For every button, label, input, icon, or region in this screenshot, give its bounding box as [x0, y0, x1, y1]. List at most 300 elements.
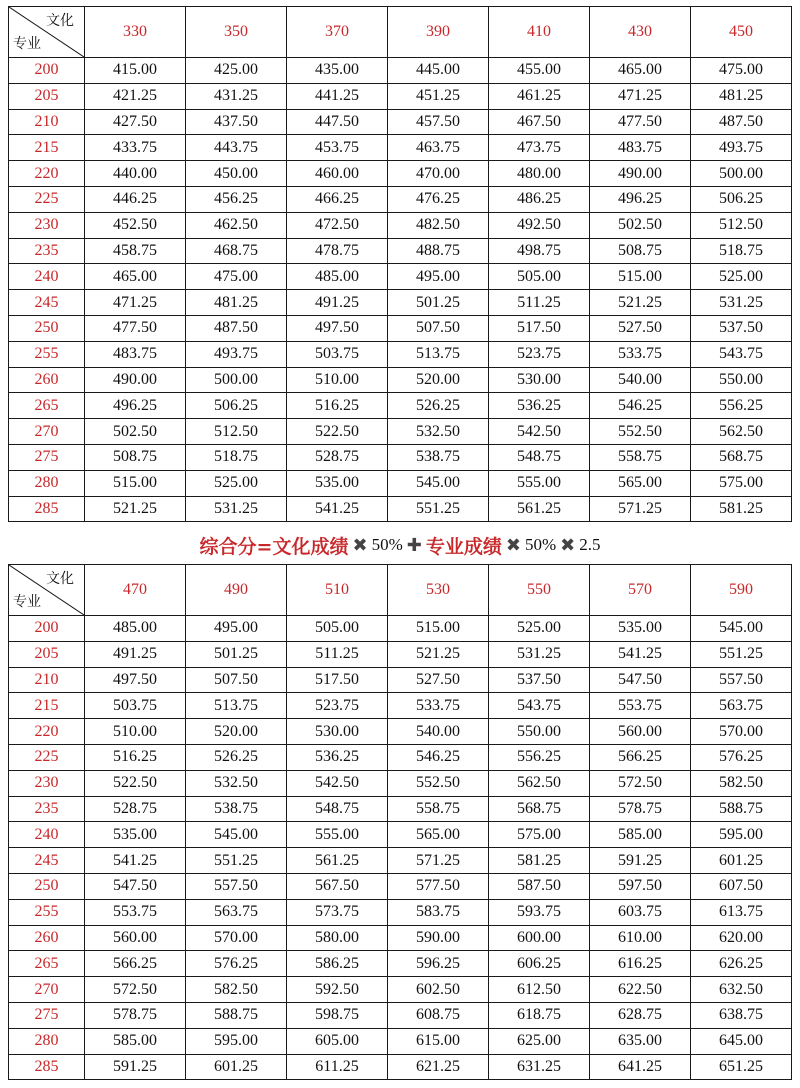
row-header: 270 — [9, 977, 85, 1003]
major-score-axis-label: 专业 — [13, 36, 41, 52]
table-cell: 533.75 — [590, 341, 691, 367]
table-row — [9, 315, 792, 341]
table-cell: 565.00 — [590, 470, 691, 496]
table-cell: 586.25 — [287, 951, 388, 977]
table-cell: 517.50 — [287, 667, 388, 693]
table-cell: 541.25 — [287, 496, 388, 522]
table-cell: 566.25 — [590, 744, 691, 770]
table-cell: 570.00 — [691, 719, 792, 745]
table-cell: 542.50 — [287, 770, 388, 796]
table-cell: 433.75 — [85, 135, 186, 161]
table-row — [9, 848, 792, 874]
table-cell: 443.75 — [186, 135, 287, 161]
table-cell: 590.00 — [388, 925, 489, 951]
table-cell: 501.25 — [186, 641, 287, 667]
table-cell: 511.25 — [287, 641, 388, 667]
table-cell: 435.00 — [287, 58, 388, 84]
table-row — [9, 135, 792, 161]
table-cell: 478.75 — [287, 238, 388, 264]
table-cell: 475.00 — [186, 264, 287, 290]
table-row — [9, 873, 792, 899]
table-cell: 545.00 — [186, 822, 287, 848]
table-cell: 578.75 — [590, 796, 691, 822]
table-cell: 530.00 — [489, 367, 590, 393]
row-header: 280 — [9, 470, 85, 496]
table-cell: 557.50 — [691, 667, 792, 693]
table-cell: 568.75 — [489, 796, 590, 822]
table-cell: 620.00 — [691, 925, 792, 951]
table-cell: 490.00 — [85, 367, 186, 393]
table-cell: 521.25 — [388, 641, 489, 667]
table-row — [9, 419, 792, 445]
table-cell: 548.75 — [489, 444, 590, 470]
table-cell: 562.50 — [691, 419, 792, 445]
table-cell: 598.75 — [287, 1002, 388, 1028]
row-header: 280 — [9, 1028, 85, 1054]
table-row — [9, 83, 792, 109]
table-cell: 487.50 — [186, 315, 287, 341]
table-cell: 523.75 — [287, 693, 388, 719]
table-cell: 543.75 — [489, 693, 590, 719]
row-header: 215 — [9, 693, 85, 719]
table-cell: 568.75 — [691, 444, 792, 470]
table-row — [9, 770, 792, 796]
header-row — [9, 7, 792, 58]
table-cell: 546.25 — [388, 744, 489, 770]
table-cell: 531.25 — [691, 290, 792, 316]
table-row — [9, 264, 792, 290]
table-cell: 608.75 — [388, 1002, 489, 1028]
table-cell: 616.25 — [590, 951, 691, 977]
plus-icon: ✚ — [406, 534, 422, 556]
table-cell: 550.00 — [489, 719, 590, 745]
table-cell: 468.75 — [186, 238, 287, 264]
table-cell: 458.75 — [85, 238, 186, 264]
row-header: 220 — [9, 719, 85, 745]
table-cell: 537.50 — [691, 315, 792, 341]
table-cell: 470.00 — [388, 161, 489, 187]
table-cell: 551.25 — [691, 641, 792, 667]
row-header: 260 — [9, 925, 85, 951]
table-row — [9, 238, 792, 264]
table-cell: 595.00 — [186, 1028, 287, 1054]
table-row — [9, 367, 792, 393]
table-cell: 498.75 — [489, 238, 590, 264]
table-cell: 492.50 — [489, 212, 590, 238]
table-row — [9, 925, 792, 951]
table-cell: 606.25 — [489, 951, 590, 977]
row-header: 270 — [9, 419, 85, 445]
table-row — [9, 1054, 792, 1080]
table-cell: 496.25 — [85, 393, 186, 419]
table-cell: 605.00 — [287, 1028, 388, 1054]
table-cell: 581.25 — [691, 496, 792, 522]
table-cell: 596.25 — [388, 951, 489, 977]
table-cell: 536.25 — [489, 393, 590, 419]
table-cell: 585.00 — [590, 822, 691, 848]
row-header: 245 — [9, 290, 85, 316]
table-cell: 515.00 — [590, 264, 691, 290]
table-cell: 561.25 — [287, 848, 388, 874]
table-row — [9, 496, 792, 522]
table-cell: 505.00 — [287, 616, 388, 642]
table-cell: 550.00 — [691, 367, 792, 393]
table-cell: 576.25 — [186, 951, 287, 977]
table-cell: 532.50 — [388, 419, 489, 445]
corner-header-cell — [9, 565, 85, 616]
table-cell: 581.25 — [489, 848, 590, 874]
table-cell: 530.00 — [287, 719, 388, 745]
row-header: 275 — [9, 444, 85, 470]
table-cell: 645.00 — [691, 1028, 792, 1054]
table-row — [9, 667, 792, 693]
table-cell: 565.00 — [388, 822, 489, 848]
table-cell: 518.75 — [691, 238, 792, 264]
table-cell: 516.25 — [85, 744, 186, 770]
table-cell: 538.75 — [388, 444, 489, 470]
table-cell: 463.75 — [388, 135, 489, 161]
row-header: 255 — [9, 899, 85, 925]
table-cell: 540.00 — [590, 367, 691, 393]
row-header: 200 — [9, 58, 85, 84]
table-cell: 585.00 — [85, 1028, 186, 1054]
row-header: 210 — [9, 667, 85, 693]
table-cell: 576.25 — [691, 744, 792, 770]
table-cell: 541.25 — [85, 848, 186, 874]
table-cell: 612.50 — [489, 977, 590, 1003]
table-cell: 553.75 — [85, 899, 186, 925]
table-cell: 500.00 — [186, 367, 287, 393]
table-cell: 425.00 — [186, 58, 287, 84]
table-cell: 453.75 — [287, 135, 388, 161]
table-cell: 601.25 — [186, 1054, 287, 1080]
table-cell: 537.50 — [489, 667, 590, 693]
row-header: 235 — [9, 796, 85, 822]
table-cell: 583.75 — [388, 899, 489, 925]
table-row — [9, 290, 792, 316]
table-row — [9, 822, 792, 848]
times-icon: ✖ — [352, 534, 368, 556]
table-cell: 507.50 — [186, 667, 287, 693]
table-cell: 490.00 — [590, 161, 691, 187]
table-cell: 607.50 — [691, 873, 792, 899]
formula-percent: 50% — [524, 535, 557, 554]
table-cell: 462.50 — [186, 212, 287, 238]
table-cell: 520.00 — [388, 367, 489, 393]
table-row — [9, 393, 792, 419]
score-table-top — [8, 6, 792, 522]
table-cell: 631.25 — [489, 1054, 590, 1080]
table-cell: 456.25 — [186, 186, 287, 212]
table-cell: 447.50 — [287, 109, 388, 135]
table-cell: 542.50 — [489, 419, 590, 445]
table-cell: 503.75 — [287, 341, 388, 367]
table-cell: 597.50 — [590, 873, 691, 899]
table-cell: 471.25 — [85, 290, 186, 316]
table-cell: 593.75 — [489, 899, 590, 925]
table-cell: 486.25 — [489, 186, 590, 212]
table-cell: 517.50 — [489, 315, 590, 341]
table-cell: 495.00 — [388, 264, 489, 290]
table-cell: 507.50 — [388, 315, 489, 341]
row-header: 220 — [9, 161, 85, 187]
major-score-axis-label: 专业 — [13, 594, 41, 610]
table-cell: 591.25 — [85, 1054, 186, 1080]
table-cell: 528.75 — [287, 444, 388, 470]
table-cell: 580.00 — [287, 925, 388, 951]
table-body — [9, 58, 792, 522]
table-cell: 553.75 — [590, 693, 691, 719]
row-header: 265 — [9, 393, 85, 419]
table-cell: 493.75 — [691, 135, 792, 161]
column-header: 370 — [287, 7, 388, 58]
table-cell: 515.00 — [388, 616, 489, 642]
table-cell: 625.00 — [489, 1028, 590, 1054]
table-cell: 562.50 — [489, 770, 590, 796]
table-cell: 461.25 — [489, 83, 590, 109]
table-cell: 513.75 — [388, 341, 489, 367]
table-row — [9, 1028, 792, 1054]
table-cell: 523.75 — [489, 341, 590, 367]
table-cell: 526.25 — [388, 393, 489, 419]
table-row — [9, 444, 792, 470]
table-cell: 421.25 — [85, 83, 186, 109]
formula-lhs: 综合分=文化成绩 — [199, 535, 349, 558]
row-header: 200 — [9, 616, 85, 642]
table-cell: 566.25 — [85, 951, 186, 977]
table-cell: 575.00 — [691, 470, 792, 496]
table-cell: 476.25 — [388, 186, 489, 212]
table-cell: 541.25 — [590, 641, 691, 667]
table-cell: 538.75 — [186, 796, 287, 822]
table-cell: 588.75 — [186, 1002, 287, 1028]
column-header: 550 — [489, 565, 590, 616]
table-cell: 482.50 — [388, 212, 489, 238]
table-row — [9, 951, 792, 977]
table-cell: 471.25 — [590, 83, 691, 109]
table-cell: 516.25 — [287, 393, 388, 419]
table-row — [9, 161, 792, 187]
column-header: 490 — [186, 565, 287, 616]
table-cell: 531.25 — [186, 496, 287, 522]
table-row — [9, 1002, 792, 1028]
table-cell: 511.25 — [489, 290, 590, 316]
row-header: 245 — [9, 848, 85, 874]
table-cell: 437.50 — [186, 109, 287, 135]
table-cell: 508.75 — [85, 444, 186, 470]
table-cell: 508.75 — [590, 238, 691, 264]
column-header: 330 — [85, 7, 186, 58]
row-header: 215 — [9, 135, 85, 161]
table-cell: 477.50 — [590, 109, 691, 135]
table-cell: 522.50 — [287, 419, 388, 445]
column-header: 470 — [85, 565, 186, 616]
table-cell: 641.25 — [590, 1054, 691, 1080]
table-row — [9, 470, 792, 496]
table-cell: 622.50 — [590, 977, 691, 1003]
table-cell: 493.75 — [186, 341, 287, 367]
table-cell: 485.00 — [85, 616, 186, 642]
table-cell: 465.00 — [590, 58, 691, 84]
table-cell: 578.75 — [85, 1002, 186, 1028]
table-cell: 497.50 — [287, 315, 388, 341]
table-cell: 533.75 — [388, 693, 489, 719]
table-cell: 567.50 — [287, 873, 388, 899]
row-header: 240 — [9, 822, 85, 848]
table-cell: 440.00 — [85, 161, 186, 187]
table-cell: 638.75 — [691, 1002, 792, 1028]
table-cell: 506.25 — [691, 186, 792, 212]
table-cell: 481.25 — [691, 83, 792, 109]
table-row — [9, 641, 792, 667]
table-cell: 488.75 — [388, 238, 489, 264]
table-cell: 457.50 — [388, 109, 489, 135]
table-cell: 427.50 — [85, 109, 186, 135]
table-cell: 525.00 — [691, 264, 792, 290]
table-cell: 522.50 — [85, 770, 186, 796]
formula-factor: 2.5 — [579, 535, 601, 554]
table-cell: 496.25 — [590, 186, 691, 212]
table-cell: 487.50 — [691, 109, 792, 135]
table-cell: 547.50 — [590, 667, 691, 693]
column-header: 510 — [287, 565, 388, 616]
times-icon: ✖ — [505, 534, 521, 556]
table-cell: 556.25 — [691, 393, 792, 419]
table-cell: 613.75 — [691, 899, 792, 925]
table-cell: 445.00 — [388, 58, 489, 84]
table-cell: 591.25 — [590, 848, 691, 874]
table-cell: 513.75 — [186, 693, 287, 719]
table-cell: 571.25 — [388, 848, 489, 874]
column-header: 450 — [691, 7, 792, 58]
table-cell: 532.50 — [186, 770, 287, 796]
culture-score-axis-label: 文化 — [46, 13, 74, 29]
table-cell: 477.50 — [85, 315, 186, 341]
table-cell: 525.00 — [489, 616, 590, 642]
table-row — [9, 616, 792, 642]
table-cell: 455.00 — [489, 58, 590, 84]
table-cell: 472.50 — [287, 212, 388, 238]
row-header: 230 — [9, 770, 85, 796]
table-cell: 558.75 — [388, 796, 489, 822]
table-cell: 611.25 — [287, 1054, 388, 1080]
table-cell: 551.25 — [388, 496, 489, 522]
row-header: 250 — [9, 315, 85, 341]
table-cell: 545.00 — [691, 616, 792, 642]
table-cell: 501.25 — [388, 290, 489, 316]
row-header: 240 — [9, 264, 85, 290]
table-cell: 572.50 — [590, 770, 691, 796]
table-cell: 621.25 — [388, 1054, 489, 1080]
table-cell: 515.00 — [85, 470, 186, 496]
table-cell: 480.00 — [489, 161, 590, 187]
table-cell: 503.75 — [85, 693, 186, 719]
table-cell: 506.25 — [186, 393, 287, 419]
table-cell: 525.00 — [186, 470, 287, 496]
table-cell: 483.75 — [590, 135, 691, 161]
table-cell: 610.00 — [590, 925, 691, 951]
table-cell: 510.00 — [287, 367, 388, 393]
table-cell: 600.00 — [489, 925, 590, 951]
table-cell: 535.00 — [287, 470, 388, 496]
table-cell: 450.00 — [186, 161, 287, 187]
table-cell: 502.50 — [590, 212, 691, 238]
formula-line — [0, 528, 800, 562]
row-header: 235 — [9, 238, 85, 264]
row-header: 205 — [9, 83, 85, 109]
table-cell: 575.00 — [489, 822, 590, 848]
table-cell: 481.25 — [186, 290, 287, 316]
table-cell: 555.00 — [489, 470, 590, 496]
table-cell: 526.25 — [186, 744, 287, 770]
table-cell: 466.25 — [287, 186, 388, 212]
table-cell: 491.25 — [287, 290, 388, 316]
table-cell: 512.50 — [691, 212, 792, 238]
table-cell: 460.00 — [287, 161, 388, 187]
table-cell: 602.50 — [388, 977, 489, 1003]
table-cell: 592.50 — [287, 977, 388, 1003]
table-cell: 441.25 — [287, 83, 388, 109]
table-cell: 603.75 — [590, 899, 691, 925]
table-cell: 510.00 — [85, 719, 186, 745]
table-cell: 632.50 — [691, 977, 792, 1003]
table-cell: 485.00 — [287, 264, 388, 290]
table-cell: 528.75 — [85, 796, 186, 822]
table-cell: 615.00 — [388, 1028, 489, 1054]
table-cell: 552.50 — [590, 419, 691, 445]
column-header: 350 — [186, 7, 287, 58]
row-header: 230 — [9, 212, 85, 238]
table-cell: 563.75 — [186, 899, 287, 925]
table-cell: 452.50 — [85, 212, 186, 238]
row-header: 265 — [9, 951, 85, 977]
column-header: 570 — [590, 565, 691, 616]
column-header: 530 — [388, 565, 489, 616]
table-cell: 558.75 — [590, 444, 691, 470]
table-row — [9, 693, 792, 719]
table-cell: 551.25 — [186, 848, 287, 874]
formula-major-label: 专业成绩 — [425, 535, 502, 558]
table-row — [9, 899, 792, 925]
table-cell: 497.50 — [85, 667, 186, 693]
table-cell: 588.75 — [691, 796, 792, 822]
table-cell: 502.50 — [85, 419, 186, 445]
table-row — [9, 58, 792, 84]
row-header: 285 — [9, 1054, 85, 1080]
column-header: 390 — [388, 7, 489, 58]
row-header: 275 — [9, 1002, 85, 1028]
table-cell: 505.00 — [489, 264, 590, 290]
table-cell: 628.75 — [590, 1002, 691, 1028]
table-cell: 527.50 — [590, 315, 691, 341]
table-cell: 571.25 — [590, 496, 691, 522]
row-header: 205 — [9, 641, 85, 667]
table-cell: 618.75 — [489, 1002, 590, 1028]
row-header: 260 — [9, 367, 85, 393]
table-row — [9, 109, 792, 135]
table-row — [9, 796, 792, 822]
table-cell: 521.25 — [590, 290, 691, 316]
table-cell: 500.00 — [691, 161, 792, 187]
table-row — [9, 977, 792, 1003]
table-cell: 555.00 — [287, 822, 388, 848]
table-cell: 483.75 — [85, 341, 186, 367]
table-cell: 475.00 — [691, 58, 792, 84]
column-header: 590 — [691, 565, 792, 616]
row-header: 225 — [9, 186, 85, 212]
table-cell: 536.25 — [287, 744, 388, 770]
table-row — [9, 719, 792, 745]
